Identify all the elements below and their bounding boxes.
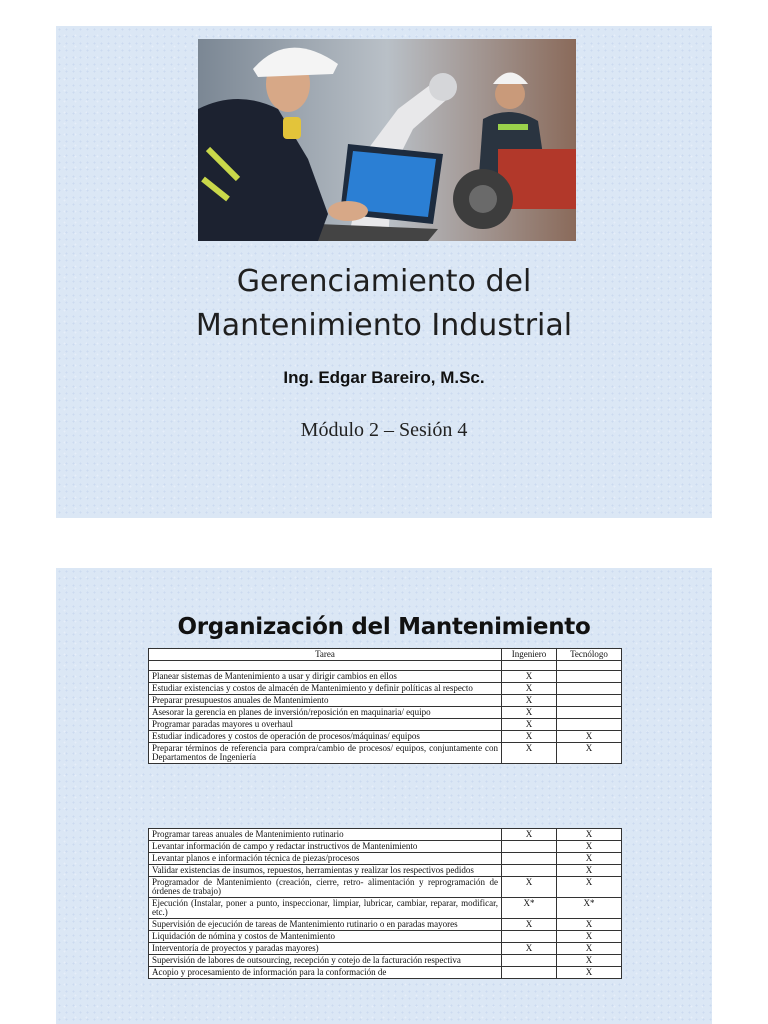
- table-header-row: [149, 649, 622, 661]
- technologist-cell: X: [557, 829, 622, 841]
- technologist-cell: X: [557, 955, 622, 967]
- table-row: [149, 898, 622, 919]
- task-cell: Supervisión de labores de outsourcing, recepción y cotejo de la facturación respectiva: [149, 955, 502, 967]
- task-cell: Programador de Mantenimiento (creación, cierre, retro- alimentación y reprogramación de órdenes de trabajo): [149, 877, 502, 898]
- technologist-cell: X: [557, 931, 622, 943]
- engineer-cell: X: [502, 707, 557, 719]
- engineer-cell: X: [502, 877, 557, 898]
- table-row: [149, 829, 622, 841]
- table-row: [149, 877, 622, 898]
- table-row: [149, 853, 622, 865]
- table-row: [149, 719, 622, 731]
- engineer-cell: [502, 865, 557, 877]
- table-row: [149, 931, 622, 943]
- table-row: [149, 707, 622, 719]
- table-row: [149, 683, 622, 695]
- engineer-cell: [502, 967, 557, 979]
- technologist-cell: [557, 683, 622, 695]
- technologist-cell: [557, 707, 622, 719]
- task-cell: Liquidación de nómina y costos de Mantenimiento: [149, 931, 502, 943]
- task-cell: Programar paradas mayores u overhaul: [149, 719, 502, 731]
- task-cell: Levantar información de campo y redactar instructivos de Mantenimiento: [149, 841, 502, 853]
- table-row: [149, 865, 622, 877]
- table-row: [149, 919, 622, 931]
- table-row: [149, 695, 622, 707]
- task-cell: Asesorar la gerencia en planes de inversión/reposición en maquinaria/ equipo: [149, 707, 502, 719]
- engineer-cell: [502, 955, 557, 967]
- engineer-cell: X: [502, 695, 557, 707]
- technologist-cell: X: [557, 877, 622, 898]
- engineer-cell: X: [502, 743, 557, 764]
- engineer-cell: X: [502, 919, 557, 931]
- organization-slide: [56, 568, 712, 1024]
- header-technologist: Tecnólogo: [557, 649, 622, 661]
- task-table-1: [148, 648, 622, 764]
- presentation-title: [56, 260, 712, 348]
- technologist-cell: [557, 695, 622, 707]
- task-cell: Acopio y procesamiento de información para la conformación de: [149, 967, 502, 979]
- technologist-cell: X: [557, 865, 622, 877]
- technologist-cell: X: [557, 731, 622, 743]
- technologist-cell: X*: [557, 898, 622, 919]
- module-session: Módulo 2 – Sesión 4: [300, 419, 468, 441]
- technologist-cell: [557, 719, 622, 731]
- title-slide: [56, 26, 712, 518]
- engineer-cell: X: [502, 829, 557, 841]
- task-cell: Programar tareas anuales de Mantenimiento rutinario: [149, 829, 502, 841]
- task-cell: Planear sistemas de Mantenimiento a usar y dirigir cambios en ellos: [149, 671, 502, 683]
- engineer-cell: X: [502, 943, 557, 955]
- task-cell: Validar existencias de insumos, repuestos, herramientas y realizar los respectivos pedidos: [149, 865, 502, 877]
- task-cell: Ejecución (Instalar, poner a punto, inspeccionar, limpiar, lubricar, cambiar, reparar, modificar, etc.): [149, 898, 502, 919]
- engineer-cell: [502, 853, 557, 865]
- header-task: Tarea: [149, 649, 502, 661]
- task-cell: Estudiar indicadores y costos de operación de procesos/máquinas/ equipos: [149, 731, 502, 743]
- engineer-cell: [502, 931, 557, 943]
- technologist-cell: X: [557, 853, 622, 865]
- table-row: [149, 943, 622, 955]
- engineer-cell: [502, 841, 557, 853]
- table-row: [149, 671, 622, 683]
- slide-title: Organización del Mantenimiento: [177, 614, 591, 640]
- task-cell: Preparar términos de referencia para compra/cambio de procesos/ equipos, conjuntamente con Departamentos de Ingeniería: [149, 743, 502, 764]
- table-row: [149, 731, 622, 743]
- technologist-cell: X: [557, 743, 622, 764]
- engineer-cell: X: [502, 671, 557, 683]
- table-row: [149, 967, 622, 979]
- task-cell: Interventoría de proyectos y paradas mayores): [149, 943, 502, 955]
- technologist-cell: X: [557, 919, 622, 931]
- engineer-cell: X: [502, 683, 557, 695]
- table-row: [149, 841, 622, 853]
- technologist-cell: X: [557, 943, 622, 955]
- task-table-2: [148, 828, 622, 979]
- author-name: Ing. Edgar Bareiro, M.Sc.: [283, 368, 485, 387]
- task-cell: Estudiar existencias y costos de almacén de Mantenimiento y definir políticas al respecto: [149, 683, 502, 695]
- table-row-spacer: [149, 661, 622, 671]
- technologist-cell: [557, 671, 622, 683]
- technologist-cell: X: [557, 967, 622, 979]
- engineer-cell: X*: [502, 898, 557, 919]
- task-cell: Levantar planos e información técnica de piezas/procesos: [149, 853, 502, 865]
- header-engineer: Ingeniero: [502, 649, 557, 661]
- engineer-cell: X: [502, 719, 557, 731]
- table-row: [149, 743, 622, 764]
- title-line-2: Mantenimiento Industrial: [195, 308, 573, 343]
- table-row: [149, 955, 622, 967]
- cover-photo-maintenance-engineer: [198, 39, 576, 241]
- technologist-cell: X: [557, 841, 622, 853]
- task-cell: Supervisión de ejecución de tareas de Mantenimiento rutinario o en paradas mayores: [149, 919, 502, 931]
- task-cell: Preparar presupuestos anuales de Mantenimiento: [149, 695, 502, 707]
- title-line-1: Gerenciamiento del: [236, 264, 532, 299]
- engineer-cell: X: [502, 731, 557, 743]
